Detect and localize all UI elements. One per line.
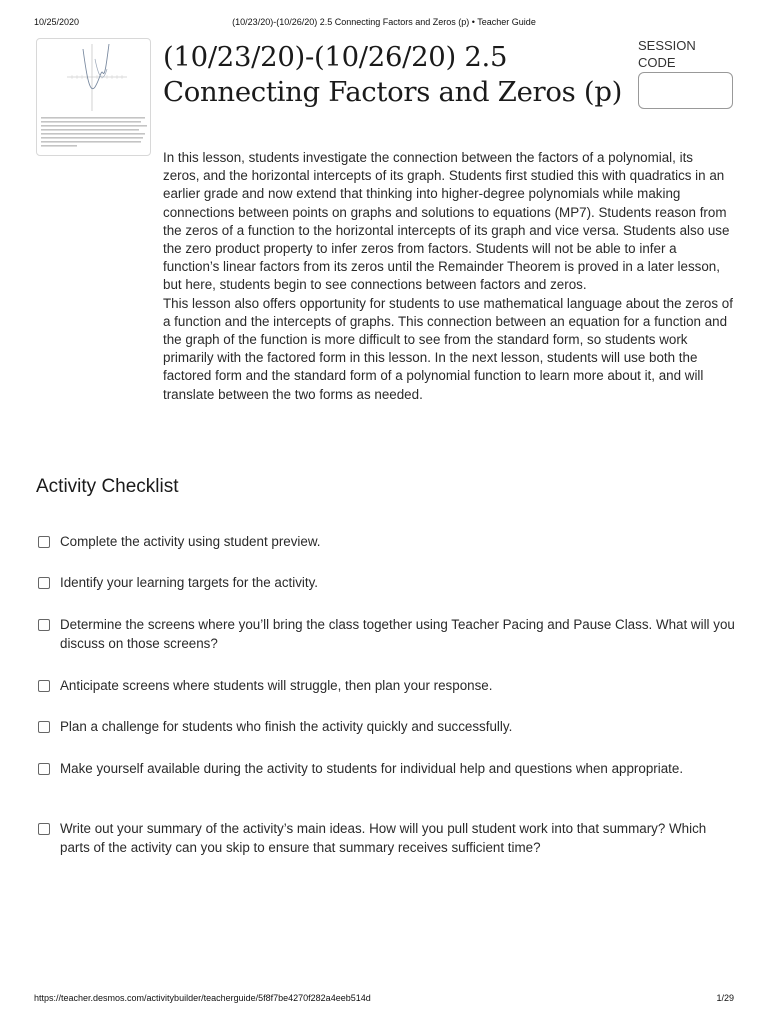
checklist-heading: Activity Checklist	[36, 476, 179, 497]
checklist-item-label: Determine the screens where you’ll bring the class together using Teacher Pacing and Pause Class. What will you discuss on those screens?	[60, 617, 735, 651]
checkbox[interactable]	[38, 763, 50, 775]
print-footer	[0, 993, 768, 1007]
print-title: (10/23/20)-(10/26/20) 2.5 Connecting Factors and Zeros (p) • Teacher Guide	[232, 17, 536, 27]
print-header	[0, 17, 768, 31]
checkbox[interactable]	[38, 721, 50, 733]
checklist-item-label: Make yourself available during the activity to students for individual help and questions when appropriate.	[60, 761, 684, 776]
checklist-item-label: Plan a challenge for students who finish the activity quickly and successfully.	[60, 719, 513, 734]
checklist-item-label: Anticipate screens where students will struggle, then plan your response.	[60, 678, 493, 693]
session-code-field[interactable]	[638, 72, 733, 109]
session-code-label: SESSION CODE	[638, 38, 696, 70]
checkbox[interactable]	[38, 577, 50, 589]
description-paragraph: This lesson also offers opportunity for students to use mathematical language about the zeros of a function and the intercepts of graphs. This connection between an equation for a function and the graph of the function is more difficult to see from the standard form, so students work primarily with the factored form in this lesson. In the next lesson, students will use both the factored form and the standard form of a polynomial function to learn more about it, and will translate between the two forms as needed.	[163, 295, 733, 402]
description-paragraph: In this lesson, students investigate the connection between the factors of a polynomial, its zeros, and the horizontal intercepts of its graph. Students first studied this with quadratics in an earlier grade and now extend that thinking into higher-degree polynomials while making connections between points on graphs and solutions to equations (MP7). Students reason from the zeros of a function to the horizontal intercepts of its graph and vice versa. Students also use the zero product property to infer zeros from factors. Students will not be able to infer a function’s linear factors from its zeros until the Remainder Theorem is proved in a later lesson, but here, students begin to see connections between factors and zeros.	[163, 150, 730, 293]
page-title: (10/23/20)-(10/26/20) 2.5 Connecting Factors and Zeros (p)	[163, 41, 623, 108]
activity-thumbnail	[36, 38, 151, 156]
checklist-item-label: Write out your summary of the activity’s main ideas. How will you pull student work into that summary? Which parts of the activity can you skip to ensure that summary receives sufficient time?	[60, 821, 707, 855]
checkbox[interactable]	[38, 823, 50, 835]
checklist-item-label: Complete the activity using student preview.	[60, 534, 321, 549]
checkbox[interactable]	[38, 619, 50, 631]
checkbox[interactable]	[38, 536, 50, 548]
print-date: 10/25/2020	[34, 17, 80, 27]
page-number: 1/29	[716, 993, 734, 1003]
checklist-item-label: Identify your learning targets for the activity.	[60, 575, 319, 590]
print-url: https://teacher.desmos.com/activitybuilder/teacherguide/5f8f7be4270f282a4eeb514d	[34, 993, 371, 1003]
lesson-description	[163, 149, 733, 404]
graph-thumbnail-icon	[37, 39, 151, 156]
checkbox[interactable]	[38, 680, 50, 692]
